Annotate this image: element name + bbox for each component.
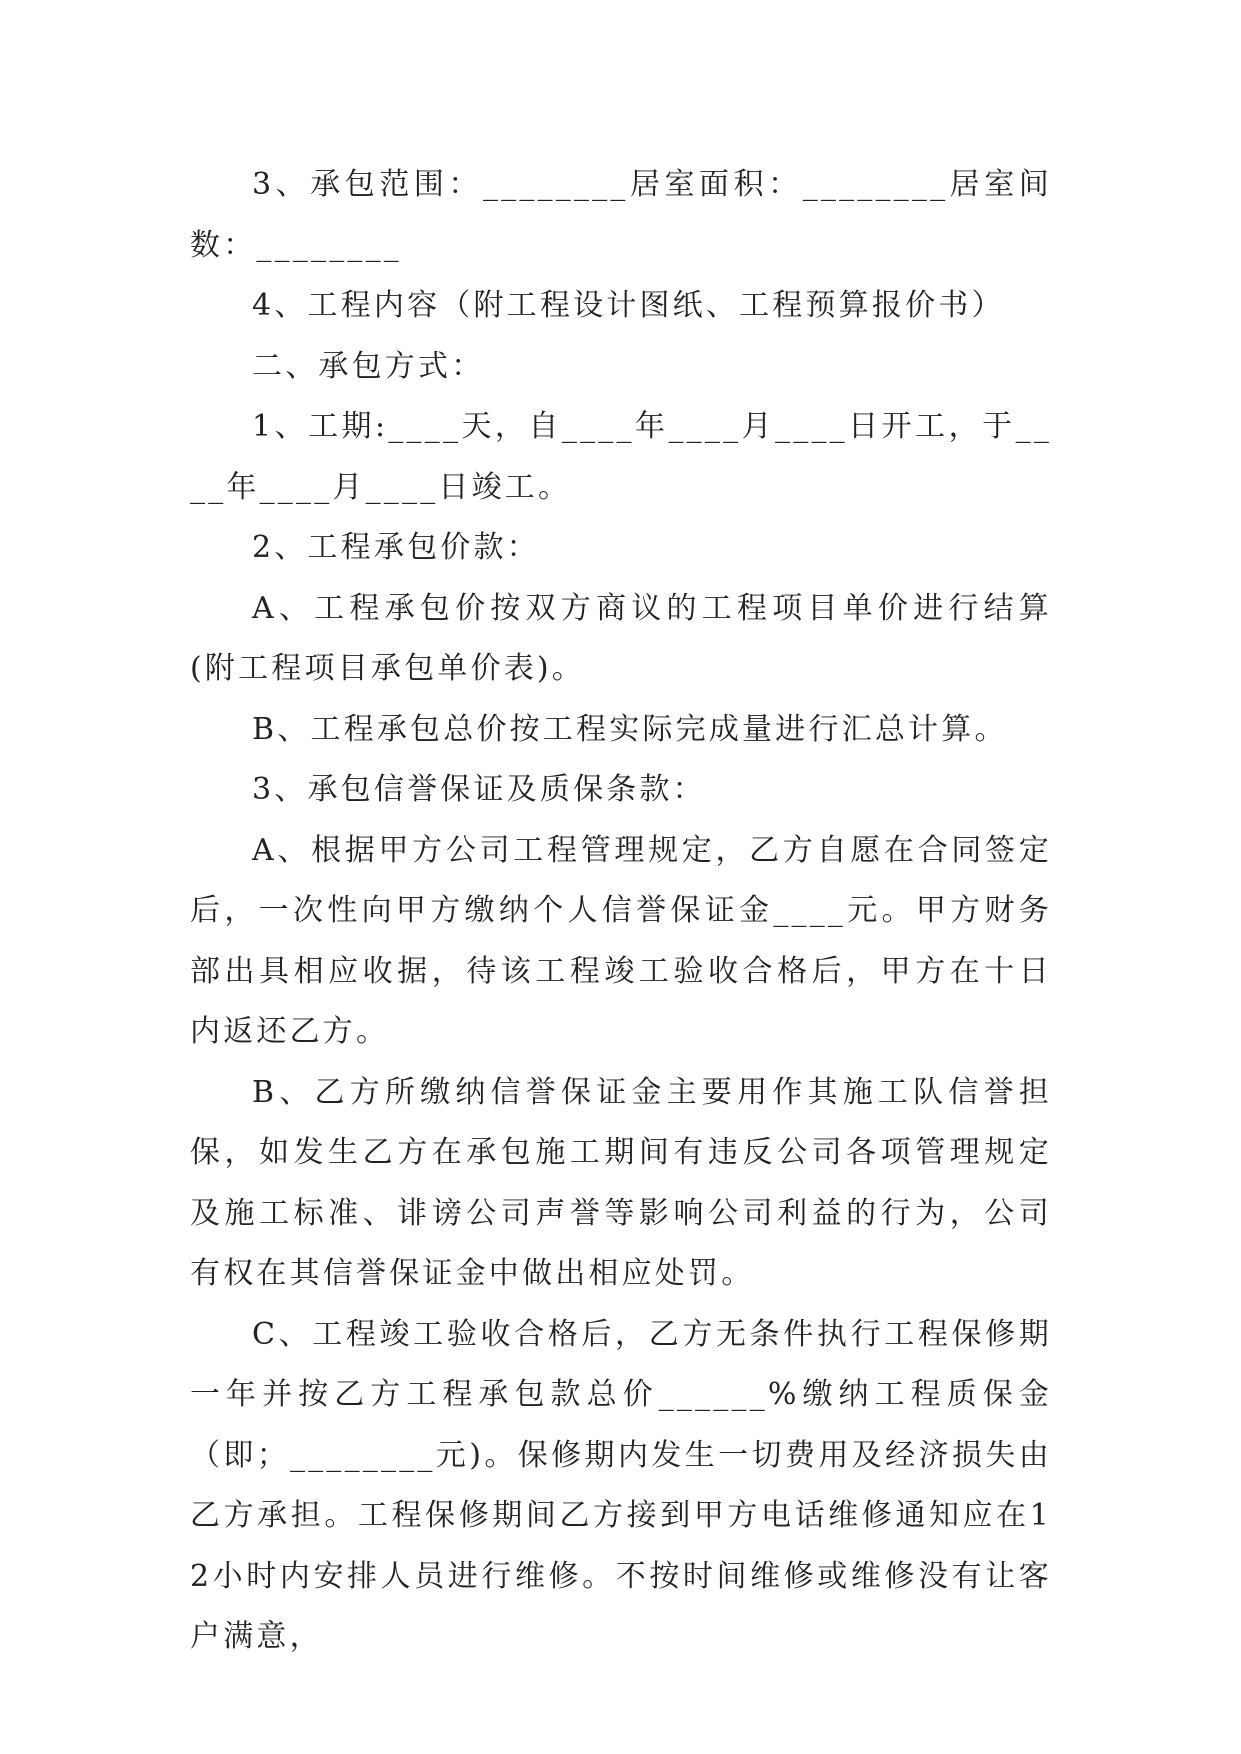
section-heading-method: 二、承包方式：: [252, 348, 485, 384]
paragraph-guarantee-heading: 3、承包信誉保证及质保条款：: [252, 772, 706, 807]
paragraph-schedule: 1、工期:____天，自____年____月____日开工，于____年____月____日竣工。: [190, 409, 1052, 505]
paragraph-price-b: B、工程承包总价按工程实际完成量进行汇总计算。: [252, 711, 1008, 747]
paragraph-guarantee-a: A、根据甲方公司工程管理规定，乙方自愿在合同签定后，一次性向甲方缴纳个人信誉保证金____元。甲方财务部出具相应收据，待该工程竣工验收合格后，甲方在十日内返还乙方。: [190, 832, 1052, 1049]
paragraph-scope: 3、承包范围：________居室面积：________居室间数：________: [190, 167, 1052, 263]
paragraph-content: 4、工程内容（附工程设计图纸、工程预算报价书）: [252, 288, 1005, 323]
paragraph-price-a: A、工程承包价按双方商议的工程项目单价进行结算(附工程项目承包单价表)。: [190, 590, 1052, 686]
document-page: [190, 155, 1052, 1668]
paragraph-guarantee-b: B、乙方所缴纳信誉保证金主要用作其施工队信誉担保，如发生乙方在承包施工期间有违反公司各项管理规定及施工标准、诽谤公司声誉等影响公司利益的行为，公司有权在其信誉保证金中做出相应处罚。: [190, 1074, 1052, 1291]
paragraph-price-heading: 2、工程承包价款：: [252, 530, 540, 565]
paragraph-guarantee-c: C、工程竣工验收合格后，乙方无条件执行工程保修期一年并按乙方工程承包款总价______%缴纳工程质保金（即；________元)。保修期内发生一切费用及经济损失由乙方承担。工程保修期间乙方接到甲方电话维修通知应在12小时内安排人员进行维修。不按时间维修或维修没有让客户满意，: [190, 1316, 1052, 1654]
